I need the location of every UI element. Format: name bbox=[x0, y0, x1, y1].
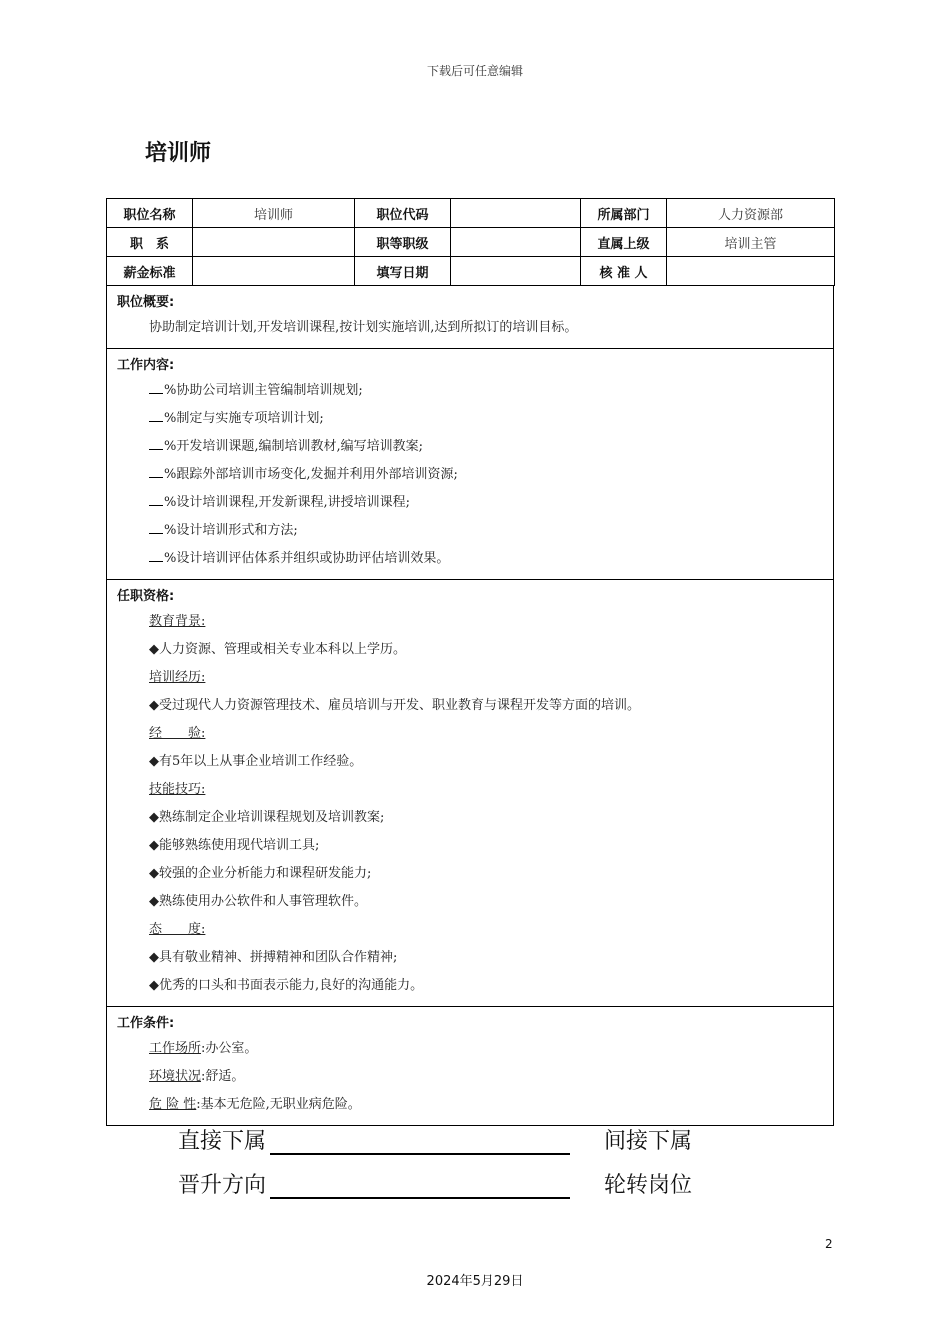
duty-item bbox=[107, 377, 833, 405]
duty-item bbox=[107, 405, 833, 433]
qualifications-title: 任职资格: bbox=[117, 589, 175, 604]
field-value: 培训主管 bbox=[667, 228, 835, 257]
field-label: 职 系 bbox=[107, 228, 193, 257]
duty-item bbox=[107, 517, 833, 545]
footer-left-label: 直接下属 bbox=[178, 1129, 267, 1154]
condition-value: :办公室。 bbox=[201, 1041, 258, 1056]
blank-field bbox=[149, 379, 163, 394]
duty-text: %协助公司培训主管编制培训规划; bbox=[164, 383, 363, 398]
field-label: 职位名称 bbox=[107, 199, 193, 228]
field-value: 人力资源部 bbox=[667, 199, 835, 228]
field-label: 薪金标准 bbox=[107, 257, 193, 286]
footer-blank-line bbox=[270, 1129, 570, 1155]
page-number: 2 bbox=[825, 1237, 833, 1251]
field-value bbox=[193, 228, 355, 257]
conditions-title: 工作条件: bbox=[117, 1016, 175, 1031]
duty-text: %设计培训形式和方法; bbox=[164, 523, 298, 538]
field-label: 填写日期 bbox=[355, 257, 451, 286]
blank-field bbox=[149, 435, 163, 450]
page-title: 培训师 bbox=[145, 141, 212, 166]
qualification-heading: 培训经历: bbox=[149, 670, 206, 685]
duties-section bbox=[106, 349, 834, 580]
field-value bbox=[193, 257, 355, 286]
qualification-item: ◆有5年以上从事企业培训工作经验。 bbox=[149, 754, 363, 769]
condition-value: :基本无危险,无职业病危险。 bbox=[196, 1097, 361, 1112]
qualification-item: ◆熟练制定企业培训课程规划及培训教案; bbox=[149, 810, 385, 825]
field-value bbox=[667, 257, 835, 286]
field-value bbox=[451, 228, 581, 257]
summary-section bbox=[106, 286, 834, 349]
conditions-section bbox=[106, 1007, 834, 1126]
field-label: 所属部门 bbox=[581, 199, 667, 228]
qualification-item: ◆较强的企业分析能力和课程研发能力; bbox=[149, 866, 372, 881]
blank-field bbox=[149, 519, 163, 534]
footer-right-label: 间接下属 bbox=[604, 1129, 693, 1154]
info-row bbox=[107, 257, 835, 286]
footer-left-label: 晋升方向 bbox=[178, 1173, 267, 1198]
duty-item bbox=[107, 545, 833, 573]
summary-text: 协助制定培训计划,开发培训课程,按计划实施培训,达到所拟订的培训目标。 bbox=[149, 320, 578, 335]
field-label: 职等职级 bbox=[355, 228, 451, 257]
duty-item bbox=[107, 433, 833, 461]
info-table bbox=[106, 198, 835, 286]
duty-item bbox=[107, 461, 833, 489]
field-label: 核 准 人 bbox=[581, 257, 667, 286]
footer-rows bbox=[178, 1124, 692, 1212]
info-row bbox=[107, 228, 835, 257]
condition-label: 工作场所 bbox=[149, 1041, 202, 1056]
condition-label: 环境状况 bbox=[149, 1069, 202, 1084]
field-label: 职位代码 bbox=[355, 199, 451, 228]
qualification-heading: 经 验: bbox=[149, 726, 206, 741]
blank-field bbox=[149, 463, 163, 478]
duty-text: %制定与实施专项培训计划; bbox=[164, 411, 324, 426]
qualification-item: ◆受过现代人力资源管理技术、雇员培训与开发、职业教育与课程开发等方面的培训。 bbox=[149, 698, 640, 713]
job-description-form bbox=[106, 198, 834, 1126]
qualification-item: ◆优秀的口头和书面表示能力,良好的沟通能力。 bbox=[149, 978, 424, 993]
summary-title: 职位概要: bbox=[117, 295, 175, 310]
qualification-item: ◆具有敬业精神、拼搏精神和团队合作精神; bbox=[149, 950, 398, 965]
blank-field bbox=[149, 547, 163, 562]
info-row bbox=[107, 199, 835, 228]
condition-item bbox=[107, 1063, 833, 1091]
qualification-item: ◆能够熟练使用现代培训工具; bbox=[149, 838, 320, 853]
page-date: 2024年5月29日 bbox=[426, 1274, 524, 1289]
footer-blank-line bbox=[270, 1173, 570, 1199]
header-note: 下载后可任意编辑 bbox=[426, 64, 523, 78]
qualification-heading: 态 度: bbox=[149, 922, 206, 937]
qualification-item: ◆熟练使用办公软件和人事管理软件。 bbox=[149, 894, 367, 909]
duty-text: %设计培训评估体系并组织或协助评估培训效果。 bbox=[164, 551, 450, 566]
qualification-heading: 教育背景: bbox=[149, 614, 206, 629]
blank-field bbox=[149, 491, 163, 506]
qualifications-section bbox=[106, 580, 834, 1007]
condition-value: :舒适。 bbox=[201, 1069, 245, 1084]
condition-item bbox=[107, 1091, 833, 1119]
field-value bbox=[451, 257, 581, 286]
footer-row bbox=[178, 1168, 692, 1212]
field-value: 培训师 bbox=[193, 199, 355, 228]
field-value bbox=[451, 199, 581, 228]
condition-label: 危 险 性 bbox=[149, 1097, 197, 1112]
duty-text: %开发培训课题,编制培训教材,编写培训教案; bbox=[164, 439, 423, 454]
footer-row bbox=[178, 1124, 692, 1168]
duty-item bbox=[107, 489, 833, 517]
qualification-item: ◆人力资源、管理或相关专业本科以上学历。 bbox=[149, 642, 406, 657]
footer-right-label: 轮转岗位 bbox=[604, 1173, 693, 1198]
qualification-heading: 技能技巧: bbox=[149, 782, 206, 797]
field-label: 直属上级 bbox=[581, 228, 667, 257]
duty-text: %跟踪外部培训市场变化,发掘并利用外部培训资源; bbox=[164, 467, 458, 482]
duty-text: %设计培训课程,开发新课程,讲授培训课程; bbox=[164, 495, 410, 510]
blank-field bbox=[149, 407, 163, 422]
duties-title: 工作内容: bbox=[117, 358, 175, 373]
condition-item bbox=[107, 1035, 833, 1063]
